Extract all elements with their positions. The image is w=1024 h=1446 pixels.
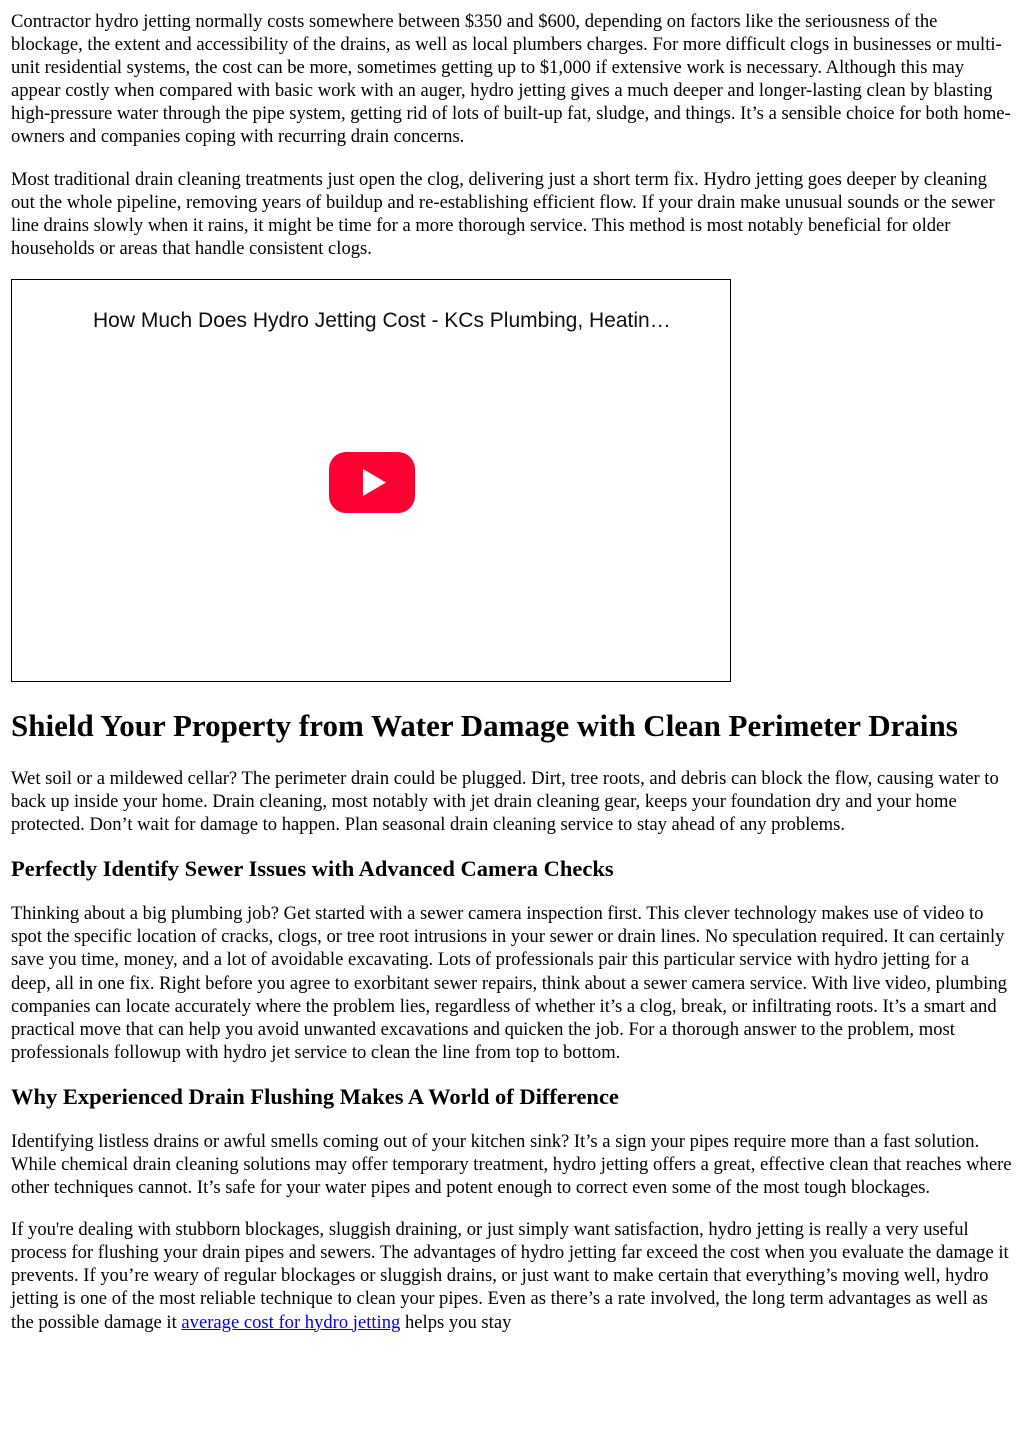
video-title[interactable]: How Much Does Hydro Jetting Cost - KCs Plumbing, Heatin…: [93, 308, 671, 332]
intro-paragraph-2: Most traditional drain cleaning treatments just open the clog, delivering just a short term fix. Hydro jetting goes deeper by cleaning out the whole pipeline, removing years of buildup and re-establishing efficient flow. If your drain make unusual sounds or the sewer line drains slowly when it rains, it might be time for a more thorough service. This method is most notably beneficial for older households or areas that handle consistent clogs.: [11, 168, 995, 259]
youtube-play-icon[interactable]: [329, 452, 415, 513]
section-paragraph-drain-flushing-1: Identifying listless drains or awful smells coming out of your kitchen sink? It’s a sign your pipes require more than a fast solution. While chemical drain cleaning solutions may offer temporary treatment, hydro jetting offers a great, effective clean that reaches where other techniques cannot. It’s safe for your water pipes and potent enough to correct even some of the most tough blockages.: [11, 1130, 1012, 1199]
paragraph-text-before-link: If you're dealing with stubborn blockages, sluggish draining, or just simply want satisfaction, hydro jetting is really a very useful process for flushing your drain pipes and sewers. The advantages of hydro jetting far exceed the cost when you evaluate the damage it prevents. If you’re weary of regular blockages or sluggish drains, or just want to make certain that everything’s moving well, hydro jetting is one of the most reliable technique to clean your pipes. Even as there’s a rate involved, the long term advantages as well as the possible damage it: [11, 1219, 1009, 1333]
section-paragraph-camera-checks: Thinking about a big plumbing job? Get started with a sewer camera inspection first. This clever technology makes use of video to spot the specific location of cracks, clogs, or tree root intrusions in your sewer or drain lines. No speculation required. It can certainly save you time, money, and a lot of avoidable excavating. Lots of professionals pair this particular service with hydro jetting for a deep, all in one fix. Right before you agree to exorbitant sewer repairs, think about a sewer camera service. With live video, plumbing companies can locate accurately where the problem lies, regardless of whether it’s a clog, break, or infiltrating roots. It’s a smart and practical move that can help you avoid unwanted excavations and quicken the job. For a thorough answer to the problem, most professionals followup with hydro jet service to clean the line from top to bottom.: [11, 903, 1007, 1063]
section-heading-camera-checks: Perfectly Identify Sewer Issues with Advanced Camera Checks: [11, 856, 614, 882]
section-heading-perimeter-drains: Shield Your Property from Water Damage with Clean Perimeter Drains: [11, 707, 958, 743]
section-heading-drain-flushing: Why Experienced Drain Flushing Makes A World of Difference: [11, 1083, 619, 1109]
average-cost-link[interactable]: average cost for hydro jetting: [181, 1311, 401, 1333]
intro-paragraph-1: Contractor hydro jetting normally costs somewhere between $350 and $600, depending on factors like the seriousness of the blockage, the extent and accessibility of the drains, as well as local plumbers charges. For more difficult clogs in businesses or multi-unit residential systems, the cost can be more, sometimes getting up to $1,000 if extensive work is necessary. Although this may appear costly when compared with basic work with an auger, hydro jetting gives a much deeper and longer-lasting clean by blasting high-pressure water through the pipe system, getting rid of lots of built-up fat, sludge, and things. It’s a sensible choice for both home-owners and companies coping with recurring drain concerns.: [11, 11, 1011, 148]
paragraph-text-after-link: helps you stay: [400, 1311, 512, 1333]
section-paragraph-perimeter-drains: Wet soil or a mildewed cellar? The perimeter drain could be plugged. Dirt, tree roots, and debris can block the flow, causing water to back up inside your home. Drain cleaning, most notably with jet drain cleaning gear, keeps your foundation dry and your home protected. Don’t wait for damage to happen. Plan seasonal drain cleaning service to stay ahead of any problems.: [11, 767, 999, 836]
section-paragraph-drain-flushing-2: [11, 1218, 1013, 1333]
video-embed[interactable]: [11, 279, 731, 682]
